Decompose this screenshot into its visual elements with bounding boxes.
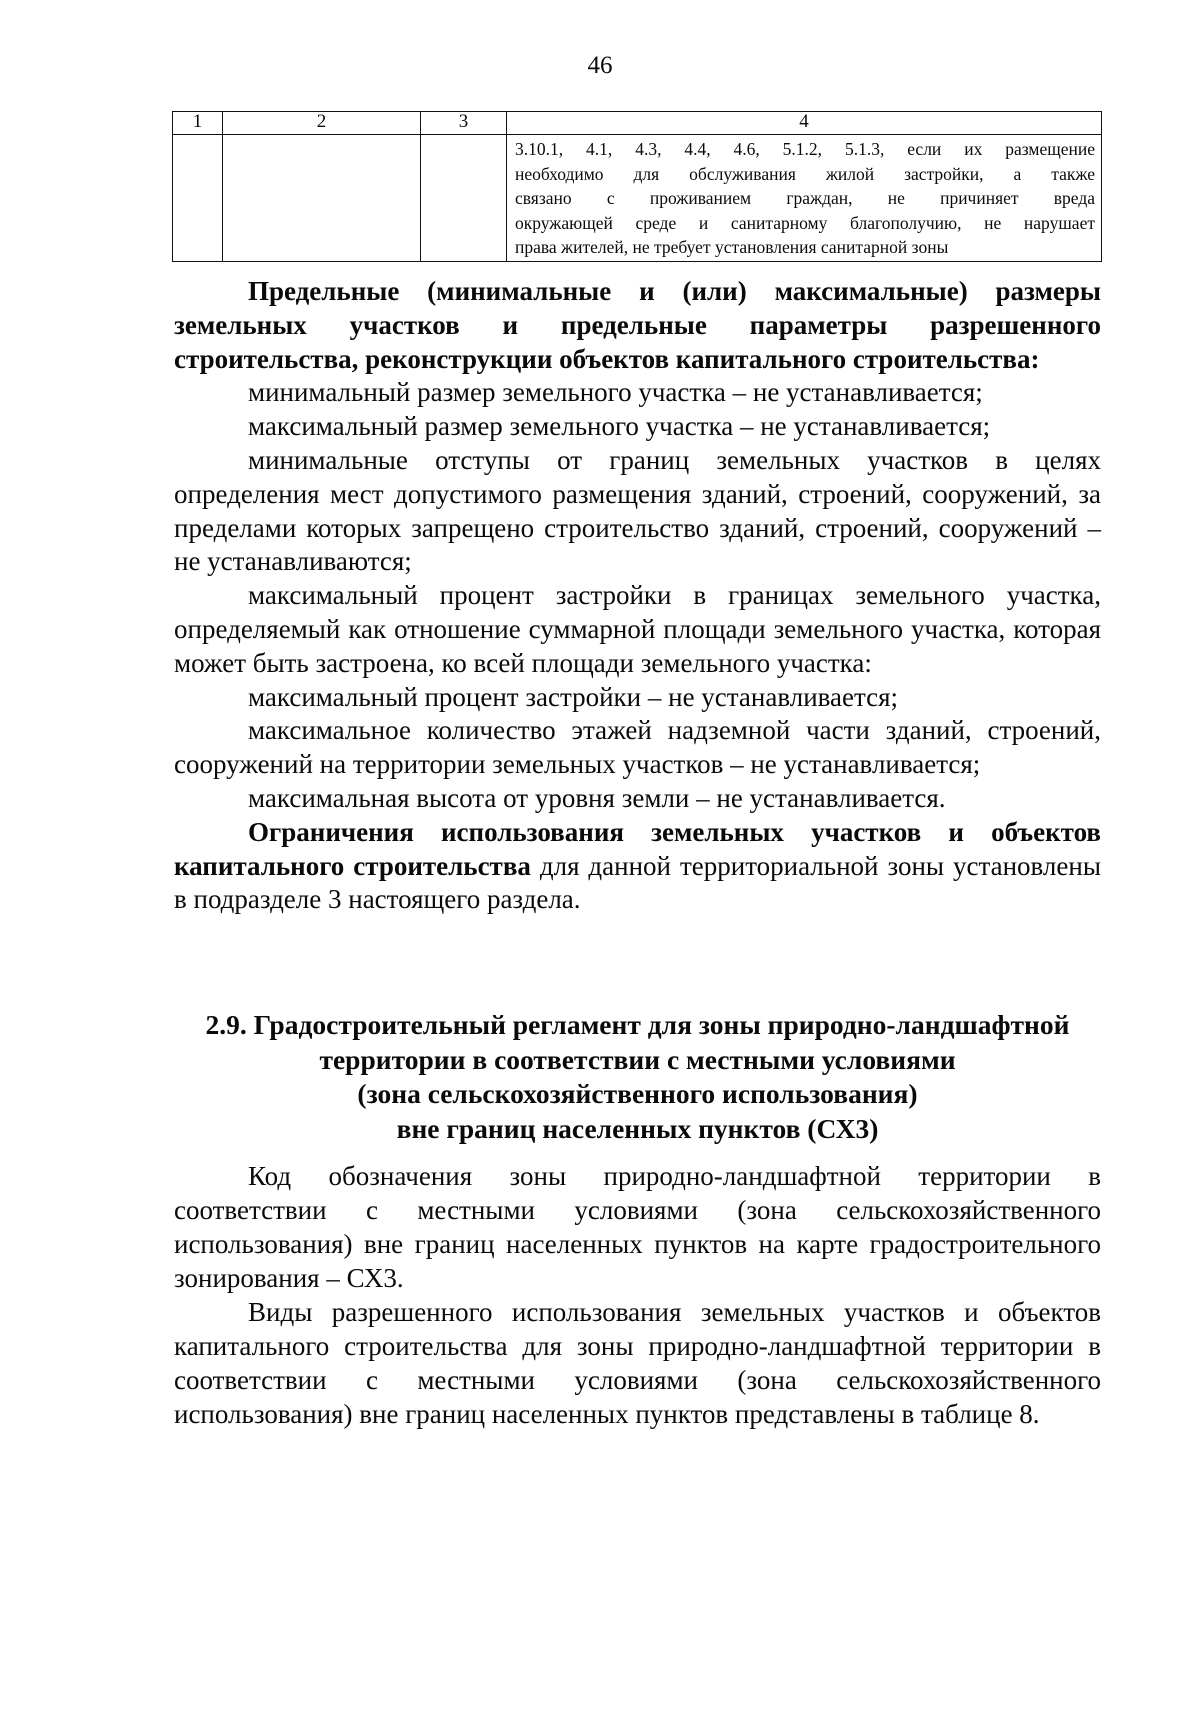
table-cell-empty-2 <box>223 135 421 262</box>
limit-item-max-size: максимальный размер земельного участка – не устанавливается; <box>248 411 991 442</box>
table-cell-line: связано с проживанием граждан, не причиняет вреда <box>515 188 1095 208</box>
table-header-row <box>173 112 1102 135</box>
table-cell-description <box>507 135 1102 262</box>
section-title-line: (зона сельскохозяйственного использования) <box>357 1078 918 1109</box>
table-header-cell-1: 1 <box>173 112 223 135</box>
limits-block <box>174 275 1101 917</box>
limits-heading-line: земельных участков и предельные параметры разрешенного <box>174 309 1101 340</box>
table-header-cell-4: 4 <box>507 112 1102 135</box>
limit-item-floors: максимальное количество этажей надземной части зданий, строений, сооружений на территории земельных участков – не устанавливается; <box>174 715 1101 780</box>
section-title-line: территории в соответствии с местными условиями <box>319 1043 956 1075</box>
section-title-line: вне границ населенных пунктов (СХ3) <box>396 1112 879 1144</box>
section-title-line: 2.9. Градостроительный регламент для зоны природно-ландшафтной <box>205 1009 1070 1040</box>
limits-heading-line: строительства, реконструкции объектов капитального строительства: <box>174 343 1040 374</box>
limit-item-max-percent: максимальный процент застройки – не устанавливается; <box>248 681 899 712</box>
limit-item-setbacks: минимальные отступы от границ земельных участков в целях определения мест допустимого размещения зданий, строений, сооружений, за пределами которых запрещено строительство зданий, строений, сооружений – не устанавливаются; <box>174 444 1101 577</box>
restrictions-bold-text: Ограничения использования земельных участков и объектов капитального строительства <box>174 816 1101 881</box>
continuation-table <box>172 111 1102 262</box>
table-cell-line: 3.10.1, 4.1, 4.3, 4.4, 4.6, 5.1.2, 5.1.3, если их размещение <box>515 139 1095 159</box>
permitted-use-paragraph: Виды разрешенного использования земельных участков и объектов капитального строительства для зоны природно-ландшафтной территории в соответствии с местными условиями (зона сельскохозяйственного использования) вне границ населенных пунктов представлены в таблице 8. <box>174 1297 1101 1429</box>
table-cell-line: права жителей, не требует установления санитарной зоны <box>515 237 949 257</box>
limit-item-height: максимальная высота от уровня земли – не устанавливается. <box>248 782 946 813</box>
limit-item-min-size: минимальный размер земельного участка – не устанавливается; <box>248 377 983 408</box>
table-cell-line: окружающей среде и санитарному благополучию, не нарушает <box>515 212 1095 233</box>
page-number: 46 <box>587 52 613 79</box>
table-cell-empty-3 <box>421 135 507 262</box>
section-title <box>174 1008 1101 1146</box>
zone-code-paragraph: Код обозначения зоны природно-ландшафтной территории в соответствии с местными условиями (зона сельскохозяйственного использования) вне границ населенных пунктов на карте градостроительного зонирования – СХ3. <box>174 1161 1101 1293</box>
section-body <box>174 1159 1101 1431</box>
table-row <box>173 135 1102 262</box>
table-cell-empty-1 <box>173 135 223 262</box>
table-header-cell-2: 2 <box>223 112 421 135</box>
table-header-cell-3: 3 <box>421 112 507 135</box>
table-cell-line: необходимо для обслуживания жилой застройки, а также <box>515 163 1095 184</box>
restrictions-text: для данной территориальной зоны установлены в подразделе 3 настоящего раздела. <box>174 850 1101 915</box>
restrictions-paragraph <box>174 816 1101 917</box>
limits-heading-line: Предельные (минимальные и (или) максимальные) размеры <box>248 276 1101 306</box>
limit-item-building-percent: максимальный процент застройки в границах земельного участка, определяемый как отношение суммарной площади земельного участка, которая может быть застроена, ко всей площади земельного участка: <box>174 580 1101 678</box>
